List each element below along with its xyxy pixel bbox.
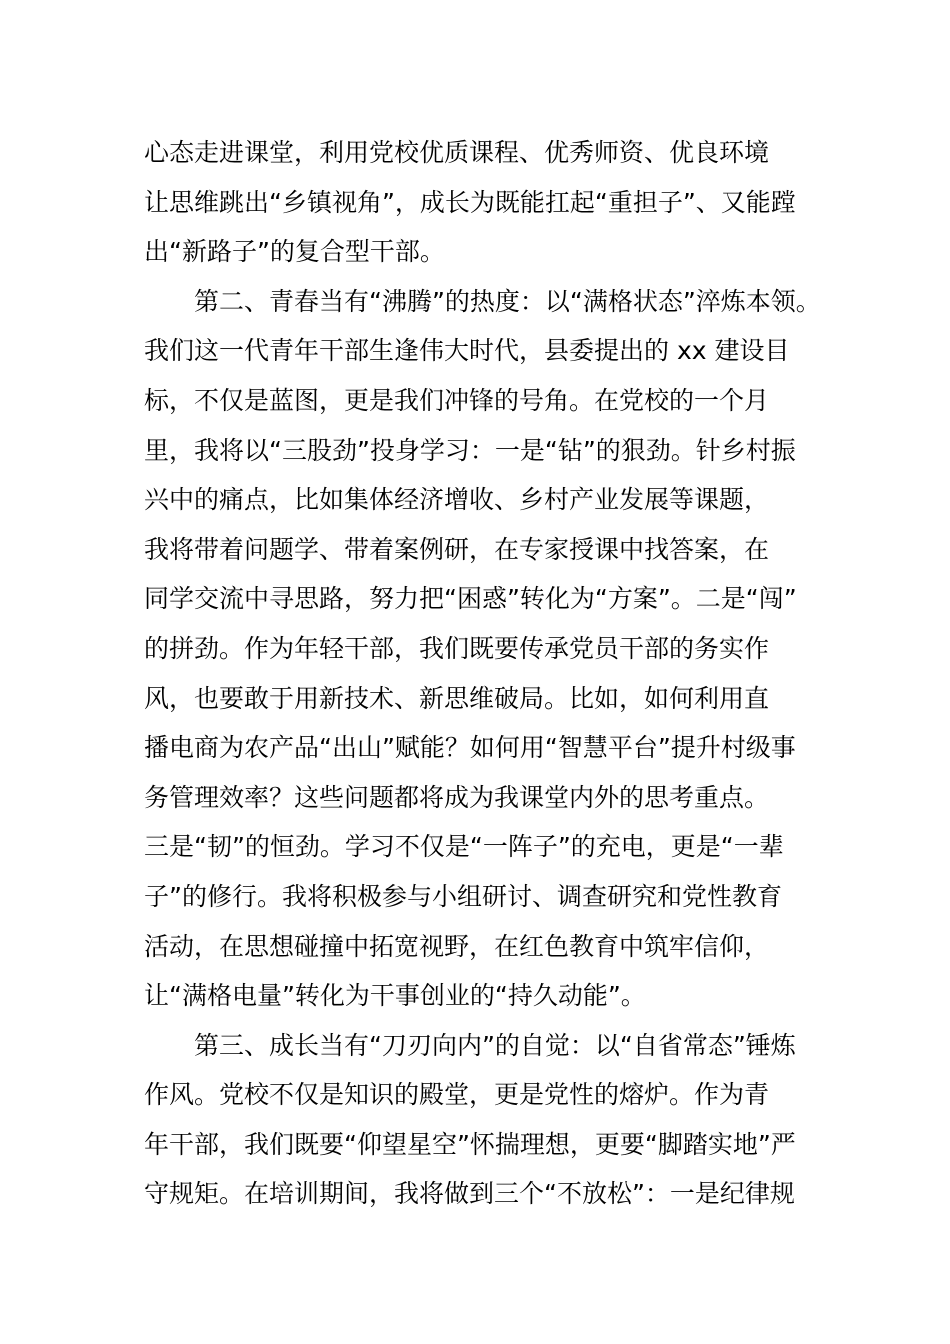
- paragraph-heading-line: 第二、青春当有“沸腾”的热度：以“满格状态”淬炼本领。: [194, 286, 821, 316]
- paragraph-heading-line: 第三、成长当有“刀刃向内”的自觉：以“自省常态”锤炼: [194, 1030, 796, 1060]
- text-line: 务管理效率？这些问题都将成为我课堂内外的思考重点。: [144, 782, 770, 812]
- text-line: 让思维跳出“乡镇视角”，成长为既能扛起“重担子”、又能蹚: [144, 187, 796, 217]
- text-line: 子”的修行。我将积极参与小组研讨、调查研究和党性教育: [144, 881, 782, 911]
- text-line: 标，不仅是蓝图，更是我们冲锋的号角。在党校的一个月: [144, 385, 770, 415]
- text-line: 心态走进课堂，利用党校优质课程、优秀师资、优良环境: [144, 138, 770, 167]
- text-line: 年干部，我们既要“仰望星空”怀揣理想，更要“脚踏实地”严: [144, 1129, 796, 1159]
- text-line: 我们这一代青年干部生逢伟大时代，县委提出的 xx 建设目: [144, 336, 790, 366]
- text-line: 风，也要敢于用新技术、新思维破局。比如，如何利用直: [144, 683, 770, 713]
- text-line: 的拼劲。作为年轻干部，我们既要传承党员干部的务实作: [144, 633, 770, 663]
- text-line: 同学交流中寻思路，努力把“困惑”转化为“方案”。二是“闯”: [144, 584, 797, 614]
- text-line: 出“新路子”的复合型干部。: [144, 237, 445, 267]
- text-line: 我将带着问题学、带着案例研，在专家授课中找答案，在: [144, 534, 770, 564]
- text-line: 播电商为农产品“出山”赋能？如何用“智慧平台”提升村级事: [144, 733, 796, 763]
- text-line: 里，我将以“三股劲”投身学习：一是“钻”的狠劲。针乡村振: [144, 435, 796, 465]
- text-line: 活动，在思想碰撞中拓宽视野，在红色教育中筑牢信仰，: [144, 931, 770, 961]
- document-body-text: [144, 128, 820, 1219]
- text-line: 守规矩。在培训期间，我将做到三个“不放松”：一是纪律规: [144, 1179, 795, 1209]
- text-line: 兴中的痛点，比如集体经济增收、乡村产业发展等课题，: [144, 485, 770, 515]
- text-line: 让“满格电量”转化为干事创业的“持久动能”。: [144, 981, 646, 1011]
- text-line: 三是“韧”的恒劲。学习不仅是“一阵子”的充电，更是“一辈: [144, 832, 784, 862]
- text-line: 作风。党校不仅是知识的殿堂，更是党性的熔炉。作为青: [144, 1080, 770, 1110]
